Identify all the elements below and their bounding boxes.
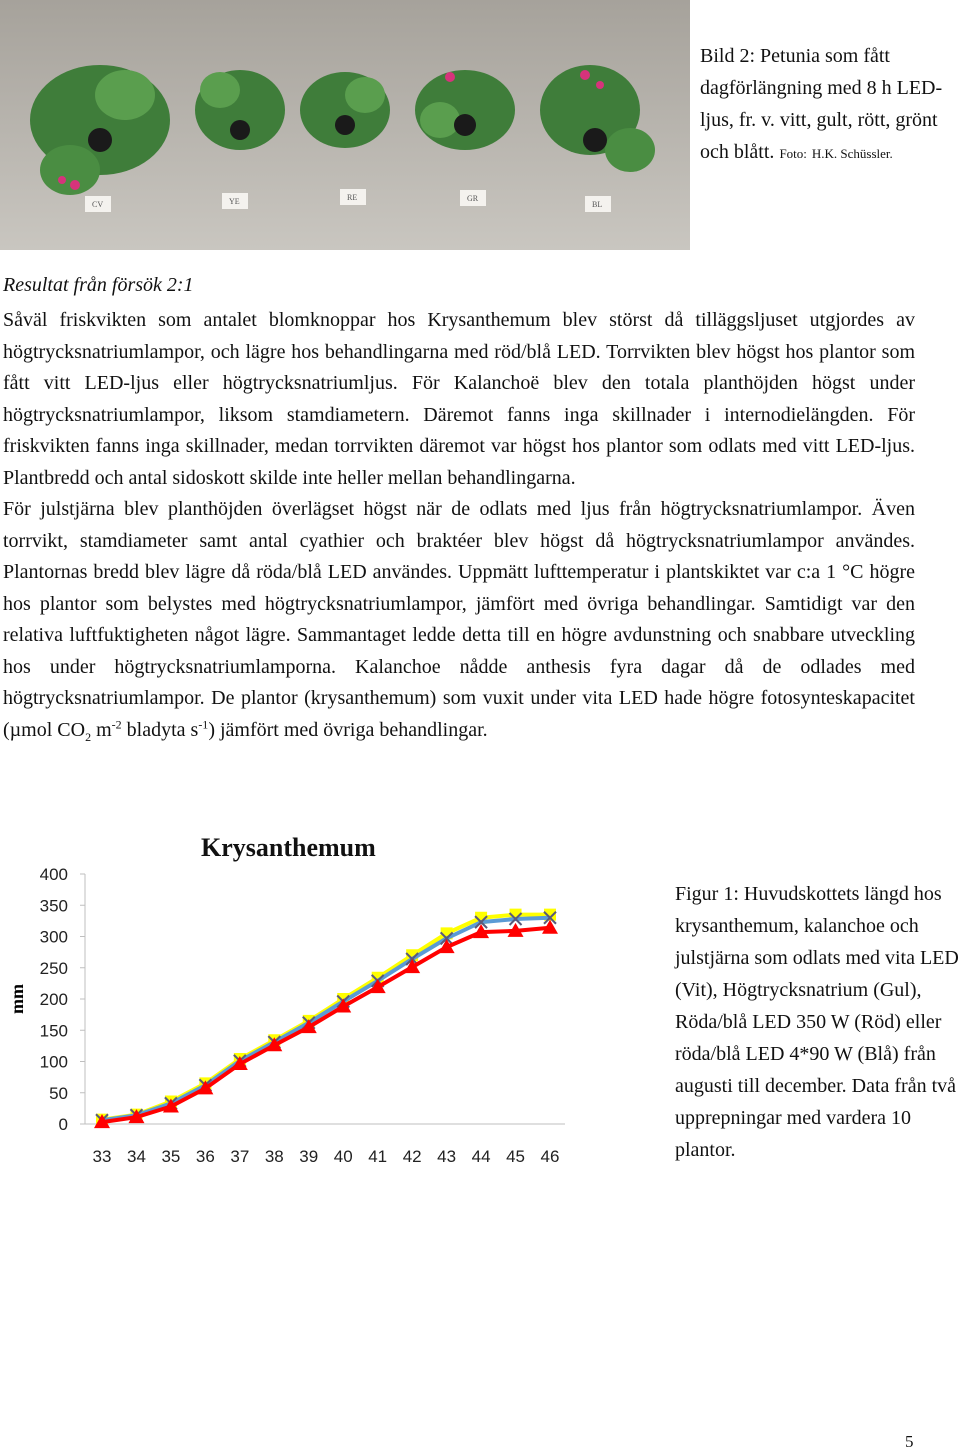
x-tick-label: 43 xyxy=(437,1147,457,1166)
plant-3 xyxy=(300,72,390,148)
section-title: Resultat från försök 2:1 xyxy=(3,274,194,296)
y-tick-label: 0 xyxy=(58,1115,68,1134)
x-tick-label: 44 xyxy=(471,1147,491,1166)
y-tick-label: 300 xyxy=(39,927,68,947)
photo-credit-label: Foto: xyxy=(779,146,807,161)
photo-label-3: RE xyxy=(347,193,358,202)
y-tick-label: 250 xyxy=(39,958,68,978)
chart xyxy=(0,860,600,1180)
results-body xyxy=(3,305,915,746)
figure-caption: Figur 1: Huvudskottets längd hos krysanthemum, kalanchoe och julstjärna som odlats med vita LED (Vit), Högtrycksnatrium (Gul), Röda/blå LED 350 W (Röd) eller röda/blå LED 4*90 W (Blå) från augusti till december. Data från två upprepningar med vardera 10 plantor. xyxy=(675,883,959,1161)
y-tick-label: 150 xyxy=(39,1021,68,1041)
x-tick-label: 45 xyxy=(506,1147,525,1166)
x-tick-label: 41 xyxy=(368,1147,388,1166)
x-tick-label: 36 xyxy=(195,1147,215,1166)
y-tick-label: 50 xyxy=(49,1083,68,1103)
x-tick-label: 37 xyxy=(230,1147,250,1166)
paragraph-1: Såväl friskvikten som antalet blomknoppar hos Krysanthemum blev störst då tilläggsljuset utgjordes av högtrycksnatriumlampor, och lägre hos behandlingarna med röd/blå LED. Torrvikten blev högst hos plantor som fått vitt LED-ljus eller högtrycksnatriumljus. För Kalanchoë blev den totala planthöjden högst under högtrycksnatriumlampor, liksom stamdiametern. Däremot fanns inga skillnader i internodielängden. För friskvikten fanns inga skillnader, medan torrvikten däremot var högst hos plantor som odlats med vitt LED-ljus. Plantbredd och antal sidoskott skilde inte heller mellan behandlingarna. xyxy=(3,309,915,489)
photo-label-1: CV xyxy=(92,200,104,209)
photo-label-5: BL xyxy=(592,200,603,209)
x-tick-label: 33 xyxy=(92,1147,112,1166)
plant-4 xyxy=(415,70,515,150)
y-tick-label: 400 xyxy=(39,865,68,884)
photo-credit: H.K. Schüssler. xyxy=(811,146,893,161)
chart-title: Krysanthemum xyxy=(201,833,376,862)
x-tick-label: 38 xyxy=(264,1147,284,1166)
x-tick-label: 39 xyxy=(299,1147,319,1166)
paragraph-2: För julstjärna blev planthöjden överlägset högst när de odlats med ljus från högtrycksnatriumlampor. Även torrvikt, stamdiameter samt antal cyathier och braktéer blev högst då högtrycksnatriumlampor användes. Plantornas bredd blev lägre då röda/blå LED användes. Uppmätt lufttemperatur i plantskiktet var c:a 1 °C högre hos plantor som belystes med högtrycksnatriumlampor, jämfört med övriga behandlingar. Samtidigt var den relativa luftfuktigheten något lägre. Sammantaget ledde detta till en högre avdunstning och snabbare utveckling hos under högtrycksnatriumlamporna. Kalanchoe nådde anthesis fyra dagar då de odlades med högtrycksnatriumlampor. De plantor (krysanthemum) som vuxit under vita LED hade högre fotosynteskapacitet (µmol $CO_2$ $m^{-2}$ bladyta $s^{-1}$) jämfört med övriga behandlingar. xyxy=(3,498,915,744)
x-tick-label: 42 xyxy=(402,1147,422,1166)
y-axis-label: mm xyxy=(7,984,27,1014)
photo-caption xyxy=(700,40,950,170)
series-line-3 xyxy=(102,928,550,1122)
photo-label-4: GR xyxy=(467,194,479,203)
page-number: 5 xyxy=(905,1432,914,1451)
chart-svg xyxy=(0,860,600,1180)
x-tick-label: 34 xyxy=(127,1147,146,1166)
x-tick-label: 40 xyxy=(333,1147,353,1166)
x-tick-label: 46 xyxy=(540,1147,560,1166)
y-tick-label: 100 xyxy=(39,1052,68,1072)
photo-caption-text: Bild 2: Petunia som fått dagförlängning med 8 h LED-ljus, fr. v. vitt, gult, rött, grönt och blått. xyxy=(700,45,943,163)
petunia-photo xyxy=(0,0,690,250)
y-tick-label: 200 xyxy=(39,990,68,1009)
photo-label-2: YE xyxy=(229,197,240,206)
x-tick-label: 35 xyxy=(161,1147,181,1166)
plant-2 xyxy=(195,70,285,150)
y-tick-label: 350 xyxy=(39,896,68,916)
